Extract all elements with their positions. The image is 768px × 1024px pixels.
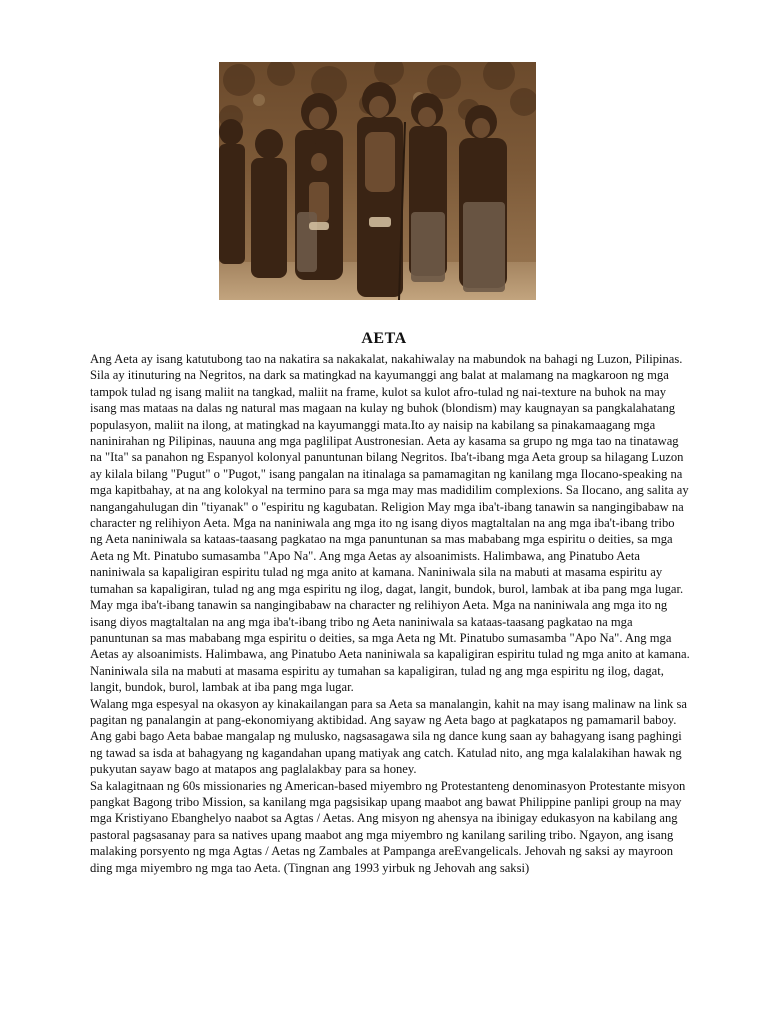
paragraph-religion: May mga iba't-ibang tanawin sa nangingibabaw na character ng relihiyon Aeta. Mga na naniniwala ang mga ito ng isang diyos magtaltalan na ang mga iba't-ibang tribo ng Aeta naniniwala sa kataas-taasang pagkatao na mga panuntunan sa mas mababang mga espiritu o deities, sa mga Aeta ng Mt. Pinatubo sumasamba "Apo Na". Ang mga Aetas ay alsoanimists. Halimbawa, ang Pinatubo Aeta naniniwala sa kapaligiran espiritu tulad ng mga anito at kamana. Naniniwala sila na mabuti at masama espiritu ay tumahan sa kapaligiran, tulad ng ang mga espiritu ng ilog, dagat, langit, bundok, burol, lambak at iba pang mga lugar. <box>90 598 690 695</box>
aeta-group-photo <box>219 62 536 300</box>
article-body <box>90 351 690 876</box>
paragraph-intro: Ang Aeta ay isang katutubong tao na nakatira sa nakakalat, nakahiwalay na mabundok na bahagi ng Luzon, Pilipinas. Sila ay itinuturing na Negritos, na dark sa matingkad na kayumanggi ang balat at malamang na magkaroon ng mga tampok tulad ng isang maliit na tangkad, maliit na frame, kulot sa kulot afro-tulad ng nai-texture na buhok na may isang mas mataas na dalas ng natural mas magaan na kulay ng buhok (blondism) may kaugnayan sa pangkalahatang populasyon, maliit na ilong, at matingkad na kayumanggi mata.Ito ay naisip na kabilang sa pinakamaagang mga naninirahan ng Pilipinas, nauuna ang mga paglilipat Austronesian. Aeta ay kasama sa grupo ng mga tao na tinatawag na "Ita" sa panahon ng Espanyol kolonyal panuntunan bilang Negritos. Iba't-ibang mga Aeta group sa hilagang Luzon ay kilala bilang "Pugut" o "Pugot," isang pangalan na itinalaga sa pamamagitan ng kanilang mga Ilocano-speaking na mga kapitbahay, at na ang kolokyal na termino para sa mga may mas madidilim complexions. Sa Ilocano, ang salita ay nangangahulugan din "tiyanak" o "espiritu ng kagubatan. Religion May mga iba't-ibang tanawin sa nangingibabaw na character ng relihiyon Aeta. Mga na naniniwala ang mga ito ng isang diyos magtaltalan na ang mga iba't-ibang tribo ng Aeta naniniwala sa kataas-taasang pagkatao na mga panuntunan sa mas mababang mga espiritu o deities, sa mga Aeta ng Mt. Pinatubo sumasamba "Apo Na". Ang mga Aetas ay alsoanimists. Halimbawa, ang Pinatubo Aeta naniniwala sa kapaligiran espiritu tulad ng mga anito at kamana. Naniniwala sila na mabuti at masama espiritu ay tumahan sa kapaligiran, tulad ng ang mga espiritu ng ilog, dagat, langit, bundok, burol, lambak at iba pang mga lugar. <box>90 352 689 596</box>
paragraph-missionaries: Sa kalagitnaan ng 60s missionaries ng American-based miyembro ng Protestanteng denominasyon Protestante misyon pangkat Bagong tribo Mission, sa kanilang mga pagsisikap upang maabot ang bawat Philippine panlipi group na may mga Kristiyano Ebanghelyo naabot sa Agtas / Aetas. Ang misyon ng ahensya na ibinigay edukasyon na kabilang ang pastoral pagsasanay para sa natives upang maabot ang mga miyembro ng kanilang sariling tribo. Ngayon, ang isang malaking porsyento ng mga Agtas / Aetas ng Zambales at Pampanga areEvangelicals. Jehovah ng saksi ay mayroon ding mga miyembro ng mga tao Aeta. (Tingnan ang 1993 yirbuk ng Jehovah ang saksi) <box>90 778 686 875</box>
page-title: AETA <box>361 330 407 347</box>
paragraph-prayer: Walang mga espesyal na okasyon ay kinakailangan para sa Aeta sa manalangin, kahit na may isang malinaw na link sa pagitan ng panalangin at pang-ekonomiyang aktibidad. Ang sayaw ng Aeta bago at pagkatapos ng pamamaril baboy. Ang gabi bago Aeta babae mangalap ng mulusko, nagsasagawa sila ng dance kung saan ay bahagyang isang paghingi ng tawad sa isda at bahagyang ng kagandahan upang matiyak ang catch. Katulad nito, ang mga kalalakihan hawak ng pukyutan sayaw bago at matapos ang paglalakbay para sa honey. <box>90 696 687 777</box>
